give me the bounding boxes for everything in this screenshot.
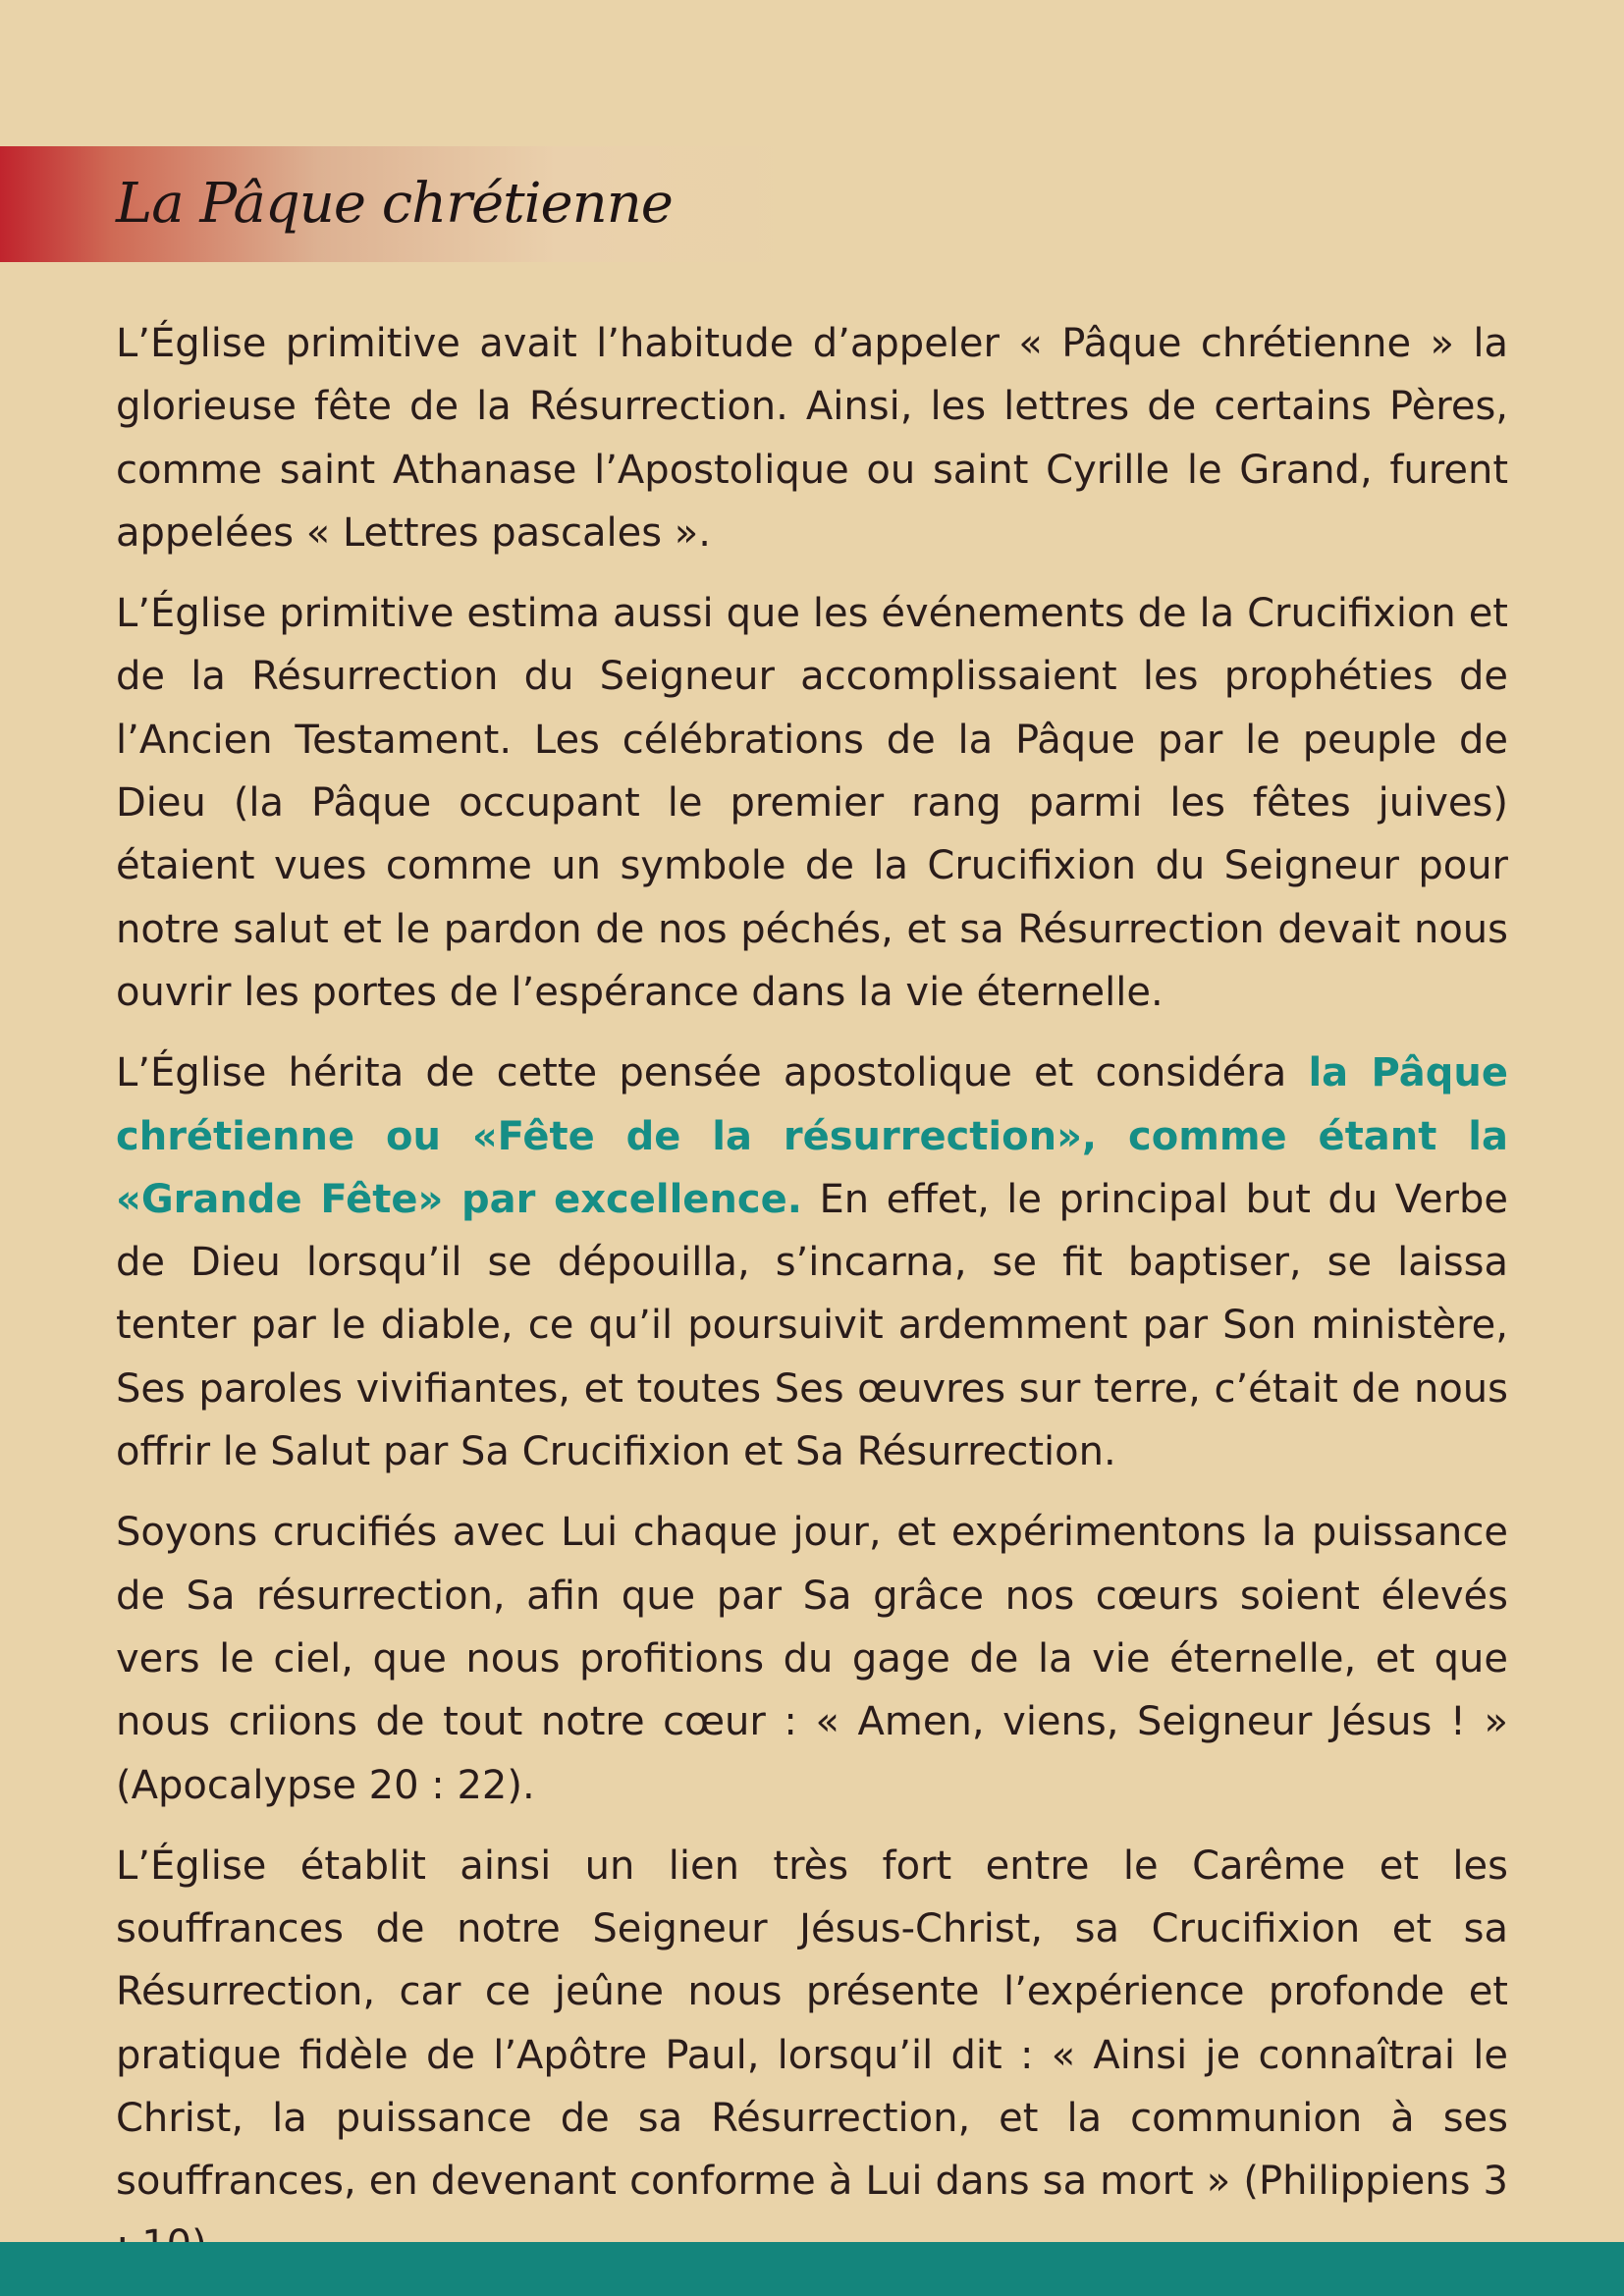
paragraph-1: L’Église primitive avait l’habitude d’appeler « Pâque chrétienne » la glorieuse fête de la Résurrection. Ainsi, les lettres de certains Pères, comme saint Athanase l’Apostolique ou saint Cyrille le Grand, furent appelées « Lettres pascales ». [116,321,1508,556]
highlighted-statement: la Pâque chrétienne ou «Fête de la résurrection», comme étant la «Grande Fête» par excellence. [116,1050,1509,1222]
paragraph-5: L’Église établit ainsi un lien très fort entre le Carême et les souffrances de notre Seigneur Jésus-Christ, sa Crucifixion et sa Résurrection, car ce jeûne nous présente l’expérience profonde et pratique fidèle de l’Apôtre Paul, lorsqu’il dit : « Ainsi je connaîtrai le Christ, la puissance de sa Résurrection, et la communion à ses souffrances, en devenant conforme à Lui dans sa mort » (Philippiens 3 [116,1842,1508,2205]
paragraph-3 [116,1041,1508,1483]
paragraph-4: Soyons crucifiés avec Lui chaque jour, et expérimentons la puissance de Sa résurrection, afin que par Sa grâce nos cœurs soient élevés vers le ciel, que nous profitions du gage de la vie éternelle, et que nous criions de tout notre cœur : « Amen, viens, Seigneur Jésus ! » (Apocalypse 20 : 22). [116,1510,1508,1808]
paragraph-3-rest: En effet, le principal but du Verbe de Dieu lorsqu’il se dépouilla, s’incarna, se fit baptiser, se laissa tenter par le diable, ce qu’il poursuivit ardemment par Son ministère, Ses paroles vivifiantes, et toutes Ses œuvres sur terre, c’était de nous offrir le Salut par Sa Crucifixion et Sa Résurrection. [116,1176,1508,1475]
article-body [116,312,1508,2294]
paragraph-3-intro: L’Église hérita de cette pensée apostolique et considéra [116,1050,1309,1096]
paragraph-2: L’Église primitive estima aussi que les événements de la Crucifixion et de la Résurrection du Seigneur accomplissaient les prophéties de l’Ancien Testament. Les célébrations de la Pâque par le peuple de Dieu (la Pâque occupant le premier rang parmi les fêtes juives) étaient vues comme un symbole de la Crucifixion du Seigneur pour notre salut et le pardon de nos péchés, et sa Résurrection devait nous ouvrir les portes de l’espérance dans la vie éternelle. [116,591,1508,1015]
footer-bar [0,2242,1624,2296]
page-title: La Pâque chrétienne [116,172,673,236]
